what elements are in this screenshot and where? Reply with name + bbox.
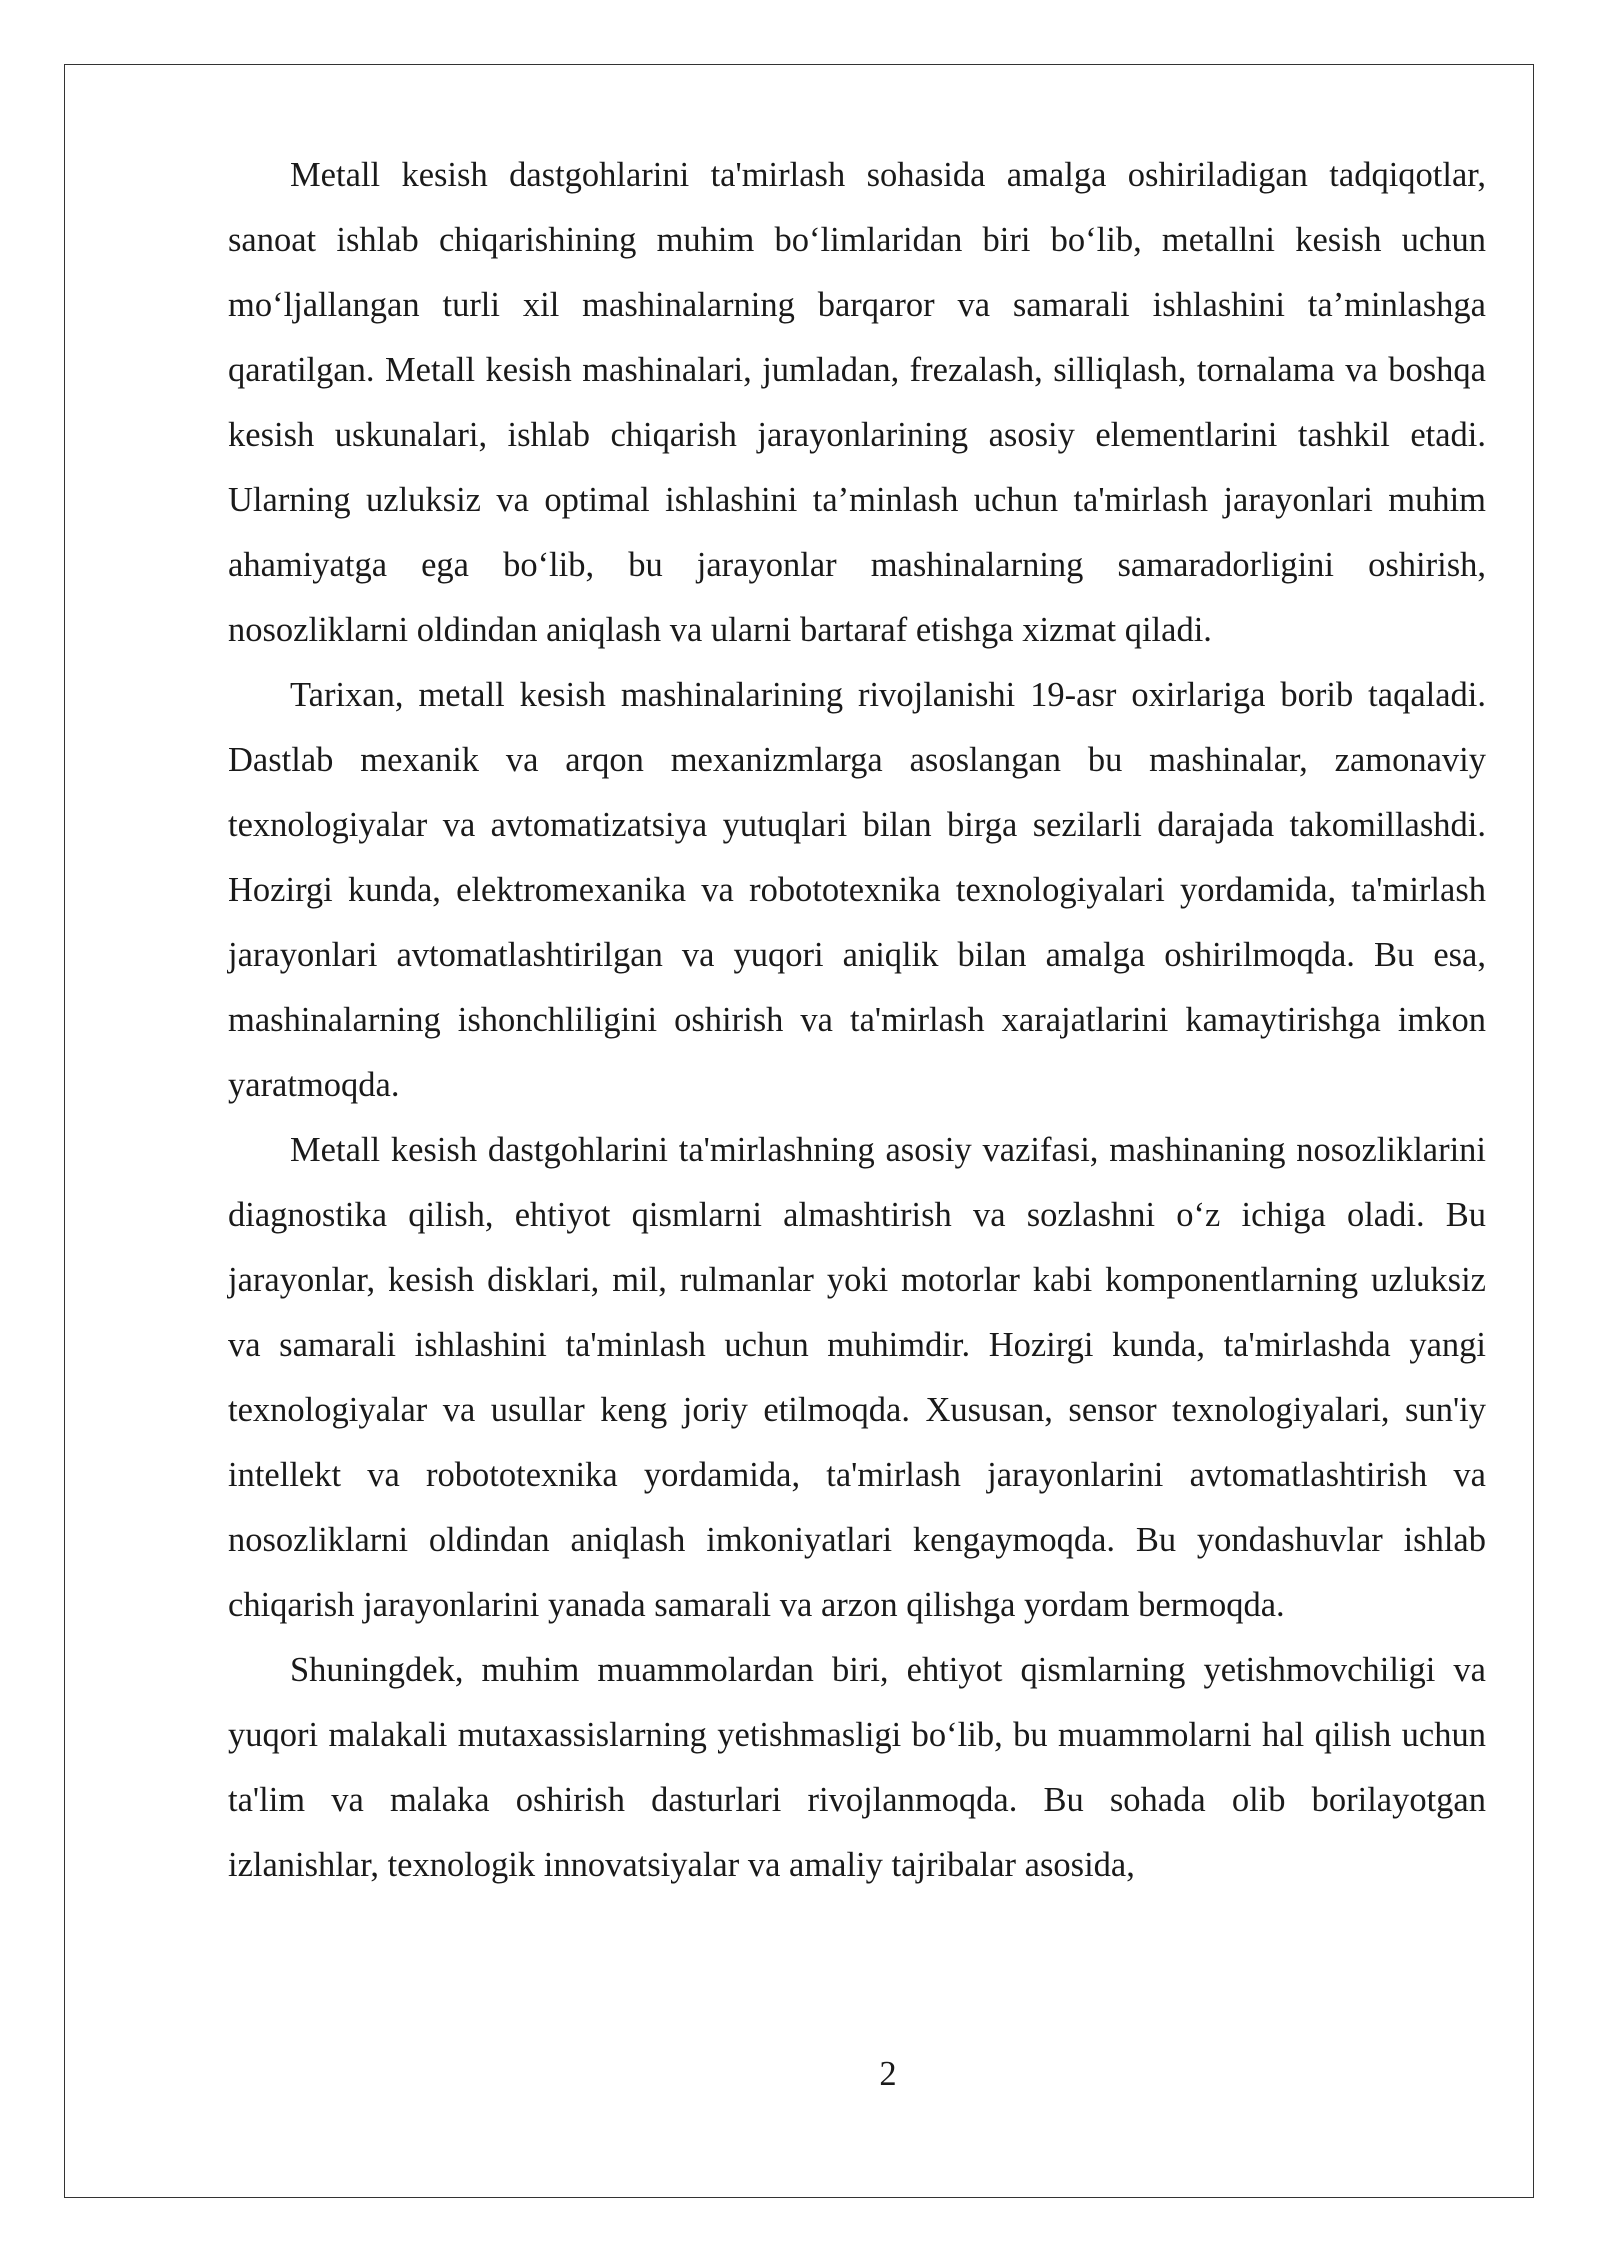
paragraph-2: Tarixan, metall kesish mashinalarining rivojlanishi 19-asr oxirlariga borib taqaladi. Dastlab mexanik va arqon mexanizmlarga asoslangan bu mashinalar, zamonaviy texnologiyalar va avtomatizatsiya yutuqlari bilan birga sezilarli darajada takomillashdi. Hozirgi kunda, elektromexanika va robototexnika texnologiyalari yordamida, ta'mirlash jarayonlari avtomatlashtirilgan va yuqori aniqlik bilan amalga oshirilmoqda. Bu esa, mashinalarning ishonchliligini oshirish va ta'mirlash xarajatlarini kamaytirishga imkon yaratmoqda. (228, 676, 1486, 1104)
paragraph-4: Shuningdek, muhim muammolardan biri, ehtiyot qismlarning yetishmovchiligi va yuqori malakali mutaxassislarning yetishmasligi bo‘lib, bu muammolarni hal qilish uchun ta'lim va malaka oshirish dasturlari rivojlanmoqda. Bu sohada olib borilayotgan izlanishlar, texnologik innovatsiyalar va amaliy tajribalar asosida, (228, 1651, 1486, 1884)
paragraph-1: Metall kesish dastgohlarini ta'mirlash sohasida amalga oshiriladigan tadqiqotlar, sanoat ishlab chiqarishining muhim bo‘limlaridan biri bo‘lib, metallni kesish uchun mo‘ljallangan turli xil mashinalarning barqaror va samarali ishlashini ta’minlashga qaratilgan. Metall kesish mashinalari, jumladan, frezalash, silliqlash, tornalama va boshqa kesish uskunalari, ishlab chiqarish jarayonlarining asosiy elementlarini tashkil etadi. Ularning uzluksiz va optimal ishlashini ta’minlash uchun ta'mirlash jarayonlari muhim ahamiyatga ega bo‘lib, bu jarayonlar mashinalarning samaradorligini oshirish, nosozliklarni oldindan aniqlash va ularni bartaraf etishga xizmat qiladi. (228, 156, 1486, 649)
document-body (228, 143, 1486, 1898)
paragraph-3: Metall kesish dastgohlarini ta'mirlashning asosiy vazifasi, mashinaning nosozliklarini diagnostika qilish, ehtiyot qismlarni almashtirish va sozlashni o‘z ichiga oladi. Bu jarayonlar, kesish disklari, mil, rulmanlar yoki motorlar kabi komponentlarning uzluksiz va samarali ishlashini ta'minlash uchun muhimdir. Hozirgi kunda, ta'mirlashda yangi texnologiyalar va usullar keng joriy etilmoqda. Xususan, sensor texnologiyalari, sun'iy intellekt va robototexnika yordamida, ta'mirlash jarayonlarini avtomatlashtirish va nosozliklarni oldindan aniqlash imkoniyatlari kengaymoqda. Bu yondashuvlar ishlab chiqarish jarayonlarini yanada samarali va arzon qilishga yordam bermoqda. (228, 1131, 1486, 1624)
page-number: 2 (879, 2055, 897, 2093)
